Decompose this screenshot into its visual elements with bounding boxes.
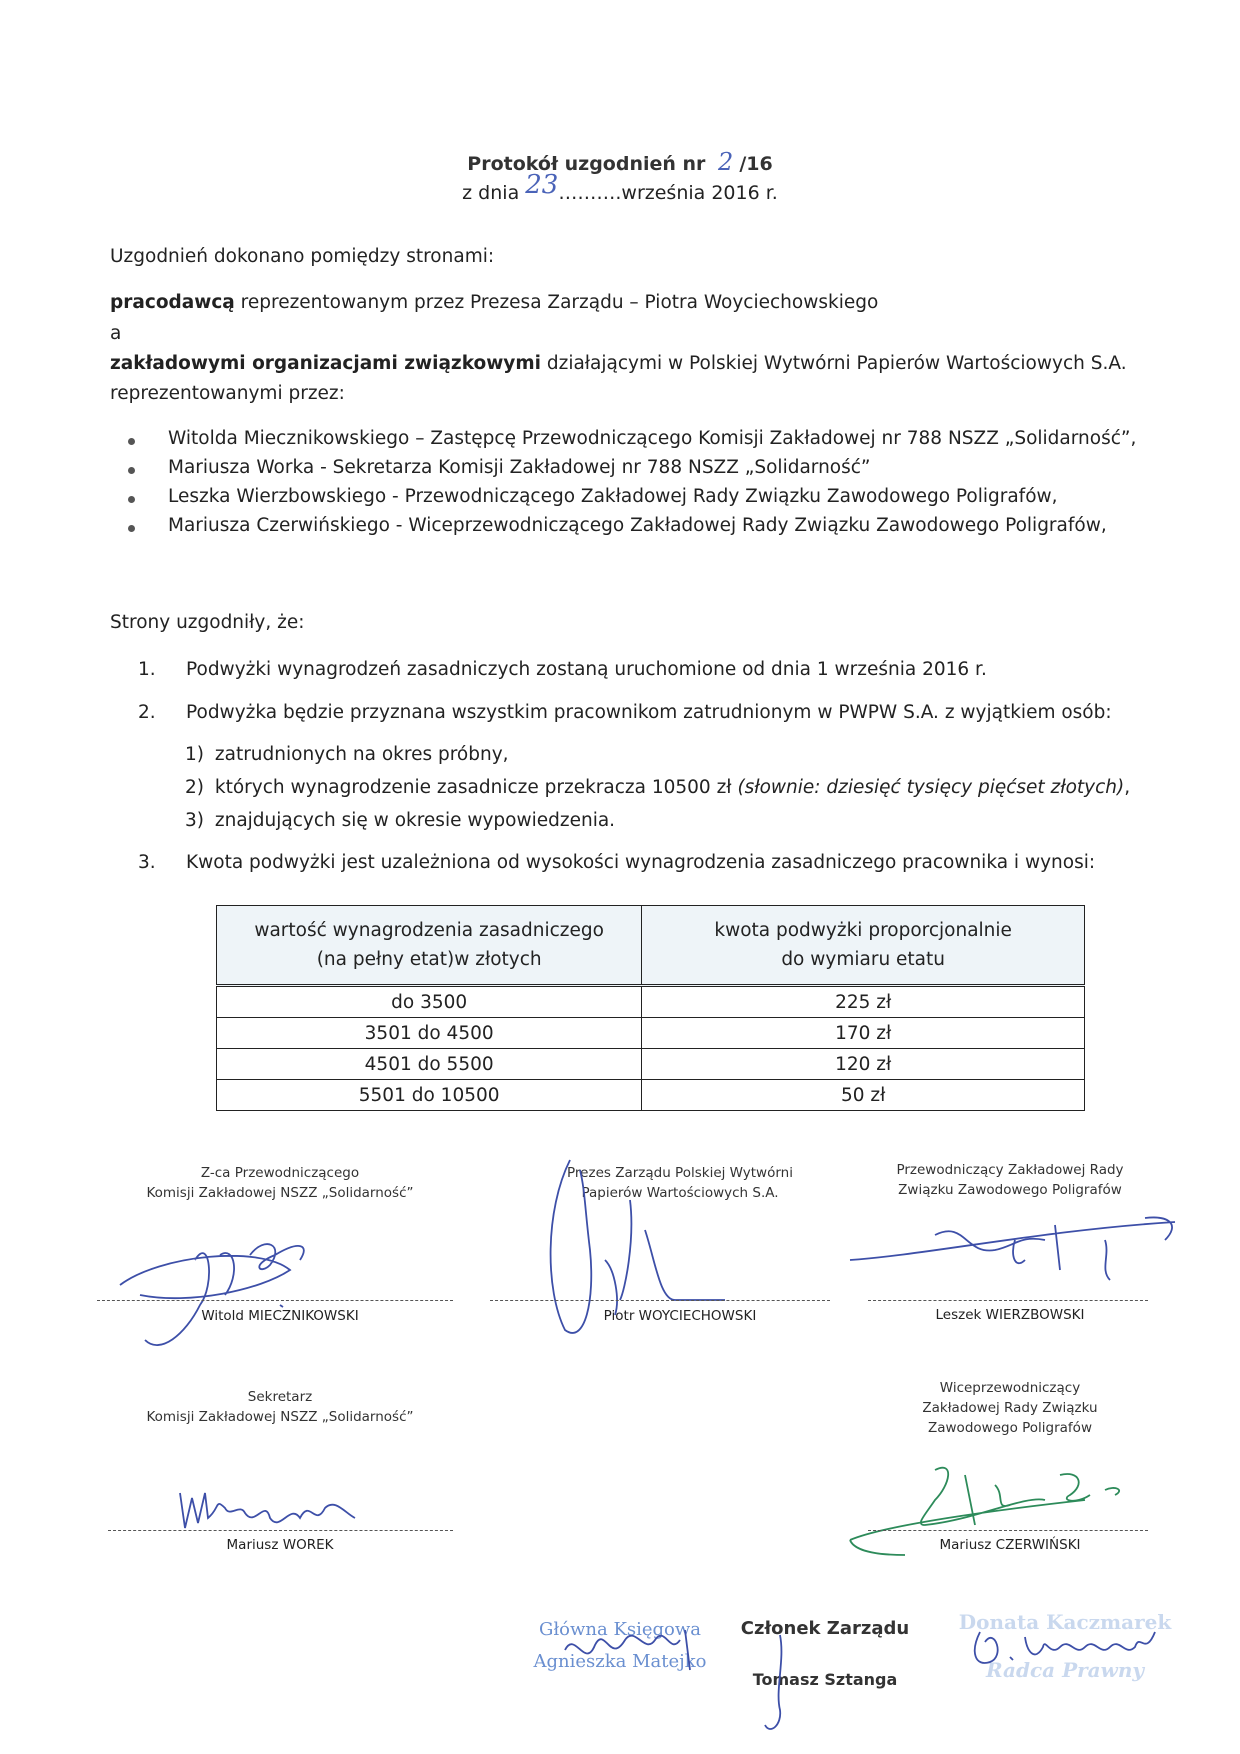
table-header-row (217, 906, 1085, 986)
signature-secretary (170, 1478, 360, 1538)
signature-line (868, 1530, 1148, 1531)
stamp-board-member-title: Członek Zarządu (740, 1618, 910, 1639)
handwritten-number: 2 (718, 148, 734, 176)
signature-line (868, 1300, 1148, 1301)
stamp-legal-counsel: Donata Kaczmarek Radca Prawny (958, 1610, 1172, 1682)
document-date: z dnia 23……….września 2016 r. (462, 170, 778, 204)
table-row: do 3500 225 zł (217, 986, 1085, 1018)
signature-name-president: Piotr WOYCIECHOWSKI (603, 1308, 757, 1324)
list-item: Witolda Miecznikowskiego – Zastępcę Przewodniczącego Komisji Zakładowej nr 788 NSZZ „Solidarność”, (126, 428, 1136, 457)
signature-chairman (845, 1210, 1185, 1300)
table-header-raise: kwota podwyżki proporcjonalnie do wymiaru etatu (642, 906, 1085, 986)
exception-1: 1) zatrudnionych na okres próbny, (185, 744, 509, 765)
raise-table (216, 905, 1085, 1111)
signature-name-chairman: Leszek WIERZBOWSKI (935, 1307, 1085, 1323)
signature-line (97, 1300, 453, 1301)
signature-board-member (750, 1630, 810, 1740)
employer-line: pracodawcą reprezentowanym przez Prezesa Zarządu – Piotra Woyciechowskiego (110, 292, 879, 313)
table-header-salary: wartość wynagrodzenia zasadniczego (na pełny etat)w złotych (217, 906, 642, 986)
representatives-list (126, 428, 1136, 544)
parties-intro: Uzgodnień dokonano pomiędzy stronami: (110, 246, 495, 267)
represented-line: reprezentowanymi przez: (110, 383, 345, 404)
signature-legal-counsel (965, 1612, 1170, 1672)
point-2: 2. Podwyżka będzie przyznana wszystkim pracownikom zatrudnionym w PWPW S.A. z wyjątkiem osób: (138, 702, 1112, 723)
signature-title-vice-chairman: Wiceprzewodniczący Zakładowej Rady Związku Zawodowego Poligrafów (922, 1380, 1098, 1436)
stamp-board-member-name: Tomasz Sztanga (752, 1670, 898, 1689)
signature-deputy (100, 1215, 330, 1365)
table-row: 3501 do 4500 170 zł (217, 1018, 1085, 1049)
exception-2: 2) których wynagrodzenie zasadnicze przekracza 10500 zł (słownie: dziesięć tysięcy pięćset złotych), (185, 777, 1131, 798)
signature-title-secretary: Sekretarz Komisji Zakładowej NSZZ „Solidarność” (146, 1389, 414, 1425)
signature-title-chairman: Przewodniczący Zakładowej Rady Związku Zawodowego Poligrafów (896, 1162, 1124, 1198)
agreed-heading: Strony uzgodniły, że: (110, 612, 305, 633)
bullet-icon (128, 438, 135, 445)
signature-title-president: Prezes Zarządu Polskiej Wytwórni Papierów Wartościowych S.A. (567, 1165, 793, 1201)
signature-name-deputy: Witold MIECZNIKOWSKI (201, 1308, 359, 1324)
signature-accountant (555, 1610, 715, 1680)
point-1: 1. Podwyżki wynagrodzeń zasadniczych zostaną uruchomione od dnia 1 września 2016 r. (138, 659, 987, 680)
signature-title-deputy: Z-ca Przewodniczącego Komisji Zakładowej NSZZ „Solidarność” (146, 1165, 414, 1201)
bullet-icon (128, 467, 135, 474)
signature-name-vice-chairman: Mariusz CZERWIŃSKI (939, 1537, 1081, 1553)
and-line: a (110, 323, 122, 344)
document-title: Protokół uzgodnień nr 2 /16 (467, 148, 773, 176)
bullet-icon (128, 525, 135, 532)
exception-3: 3) znajdujących się w okresie wypowiedzenia. (185, 810, 616, 831)
handwritten-day: 23 (525, 170, 559, 200)
unions-line: zakładowymi organizacjami związkowymi działającymi w Polskiej Wytwórni Papierów Wartościowych S.A. (110, 353, 1127, 374)
bullet-icon (128, 496, 135, 503)
list-item: Mariusza Worka - Sekretarza Komisji Zakładowej nr 788 NSZZ „Solidarność” (126, 457, 1136, 486)
list-item: Mariusza Czerwińskiego - Wiceprzewodniczącego Zakładowej Rady Związku Zawodowego Poligrafów, (126, 515, 1136, 544)
point-3: 3. Kwota podwyżki jest uzależniona od wysokości wynagrodzenia zasadniczego pracownika i wynosi: (138, 852, 1096, 873)
stamp-chief-accountant: Główna Księgowa Agnieszka Matejko (533, 1619, 707, 1672)
table-row: 5501 do 10500 50 zł (217, 1080, 1085, 1111)
list-item: Leszka Wierzbowskiego - Przewodniczącego Zakładowej Rady Związku Zawodowego Poligrafów, (126, 486, 1136, 515)
signature-line (490, 1300, 830, 1301)
signature-name-secretary: Mariusz WOREK (226, 1537, 334, 1553)
table-row: 4501 do 5500 120 zł (217, 1049, 1085, 1080)
signature-line (108, 1530, 453, 1531)
